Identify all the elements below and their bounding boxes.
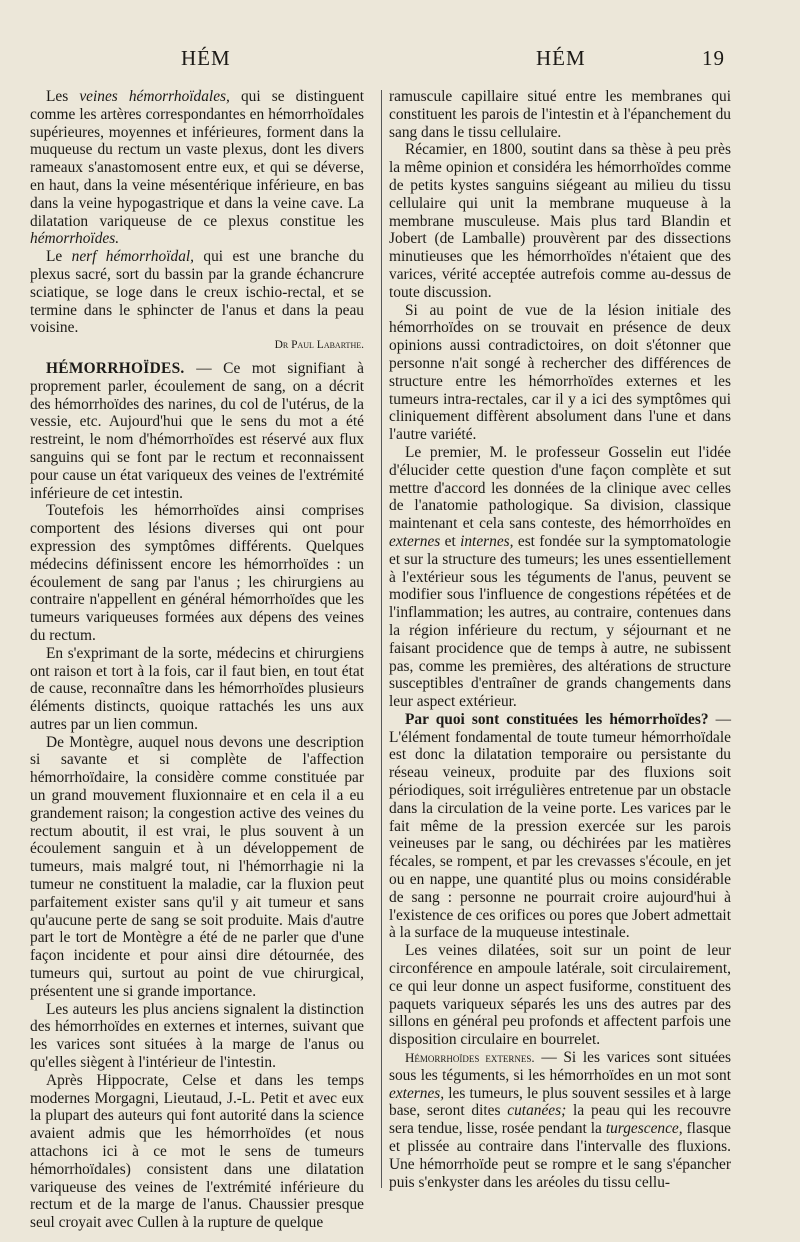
author-signature: Dr Paul Labarthe.	[274, 339, 364, 352]
paragraph: Les auteurs les plus anciens signalent la distinction des hémorrhoïdes en externes et internes, suivant que les varices sont situées à la marge de l'anus ou qu'elles siègent à l'intérieur de l'intestin.	[30, 1000, 364, 1072]
left-column	[30, 88, 364, 1232]
header-left: HÉM	[181, 46, 231, 70]
running-header	[0, 46, 800, 74]
section-heading: Par quoi sont constituées les hémorrhoïdes?	[405, 710, 709, 728]
entry-headword: HÉMORRHOÏDES.	[46, 359, 185, 377]
paragraph: De Montègre, auquel nous devons une description si savante et si complète de l'affection hémorrhoïdaire, la considère comme constituée par un grand mouvement fluxionnaire et en cela il a eu grandement raison; la congestion active des veines du rectum aboutit, il est vrai, le plus souvent à un écoulement sanguin et à un développement de tumeurs, mais malgré tout, ni l'hémorrhagie ni la tumeur ne constituent la maladie, car la fluxion peut parfaitement exister sans qu'il y ait tumeur et sans qu'aucune perte de sang se soit produite. Mais d'autre part le tort de Montègre a été de ne parler que d'une façon incidente et pour ainsi dire détournée, des tumeurs qui, surtout au point de vue chirurgical, présentent une si grande importance.	[30, 733, 364, 1000]
paragraph: Récamier, en 1800, soutint dans sa thèse à peu près la même opinion et considéra les hémorrhoïdes comme de petits kystes sanguins siégeant au milieu du tissu cellulaire qui unit la membrane muqueuse à la membrane musculeuse. Mais plus tard Blandin et Jobert (de Lamballe) prouvèrent par des dissections minutieuses que les hémorrhoïdes n'étaient que des varices, vérité acceptée autrefois comme au-dessus de toute discussion.	[389, 141, 731, 301]
paragraph: Les veines dilatées, soit sur un point de leur circonférence en ampoule latérale, soit circulairement, ce qui leur donne un aspect fusiforme, constituent des paquets variqueux séparés les uns des autres par des sillons en général peu profonds et affectent parfois une disposition circulaire en bourrelet.	[389, 942, 731, 1049]
section-externes: Hémorrhoïdes externes. — Si les varices sont situées sous les téguments, si les hémorrhoïdes en un mot sont externes, les tumeurs, le plus souvent sessiles et à large base, seront dites cutanées; la peau qui les recouvre sera tendue, lisse, rosée pendant la turgescence, flasque et plissée au contraire dans l'intervalle des fluxions. Une hémorrhoïde peut se rompre et le sang s'épancher puis s'enkyster dans les aréoles du tissu cellu-	[389, 1049, 731, 1191]
paragraph-veines: Les veines hémorrhoïdales, qui se distinguent comme les artères correspondantes en hémorrhoïdales supérieures, moyennes et inférieures, forment dans la muqueuse du rectum un vaste plexus, dont les divers rameaux s'anastomosent entre eux, et qui se déverse, en haut, dans la veine mésentérique inférieure, en bas dans la veine hypogastrique et dans la veine cave. La dilatation variqueuse de ce plexus constitue les hémorrhoïdes.	[30, 88, 365, 248]
page-number: 19	[702, 46, 725, 70]
column-divider	[381, 90, 382, 1188]
paragraph: ramuscule capillaire situé entre les membranes qui constituent les parois de l'intestin et à l'épanchement du sang dans le tissu cellulaire.	[389, 88, 731, 141]
subsection-heading: Hémorrhoïdes externes.	[405, 1050, 535, 1066]
section-question: Par quoi sont constituées les hémorrhoïdes? — L'élément fondamental de toute tumeur hémorrhoïdale est donc la dilatation temporaire ou persistante du réseau veineux, produite par des fluxions soit périodiques, soit irrégulières entretenue par un obstacle dans la circulation de la veine porte. Les varices par le fait même de la pression exercée sur les parois veineuses par le sang, ou déchirées par les matières fécales, se rompent, et par les crevasses s'écoule, en jet ou en nappe, une quantité plus ou moins considérable de sang : personne ne pourrait croire aujourd'hui à l'existence de ces orifices ou pores que Jobert admettait à la surface de la muqueuse intestinale.	[389, 710, 731, 942]
header-right: HÉM	[536, 46, 586, 70]
paragraph: En s'exprimant de la sorte, médecins et chirurgiens ont raison et tort à la fois, car il faut bien, en tout état de cause, reconnaître dans les hémorrhoïdes plusieurs éléments distincts, quoique rattachés les uns aux autres par un lien commun.	[30, 644, 364, 733]
right-column	[389, 88, 731, 1191]
paragraph: Toutefois les hémorrhoïdes ainsi comprises comportent des lésions diverses qui ont pour expression des symptômes différents. Quelques médecins définissent encore les hémorrhoïdes : un écoulement de sang par l'anus ; les chirurgiens au contraire n'appellent en général hémorrhoïdes que les tumeurs variqueuses formées aux dépens des veines du rectum.	[30, 502, 364, 644]
entry-hemorrhoides: HÉMORRHOÏDES. — Ce mot signifiant à proprement parler, écoulement de sang, on a décrit des hémorrhoïdes des narines, du col de l'utérus, de la vessie, etc. Aujourd'hui que le sens du mot a été restreint, le nom d'hémorrhoïdes est réservé aux flux sanguins qui se font par le rectum et reconnaissent pour cause un état variqueux des veines de l'extrémité inférieure de cet intestin.	[30, 359, 364, 502]
paragraph-nerf: Le nerf hémorrhoïdal, qui est une branche du plexus sacré, sort du bassin par la grande échancrure sciatique, se loge dans le creux ischio-rectal, et se termine dans le sphincter de l'anus et dans la peau voisine.	[30, 248, 364, 337]
paragraph-gosselin: Le premier, M. le professeur Gosselin eut l'idée d'élucider cette question d'une façon complète et sut mettre d'accord les données de la clinique avec celles de l'anatomie pathologique. Sa division, classique maintenant et cela sans conteste, des hémorrhoïdes en externes et internes, est fondée sur la symptomatologie et sur la structure des tumeurs; les unes essentiellement à l'extérieur sous les téguments de l'anus, peuvent se modifier sous l'influence de congestions répétées et de l'inflammation; les autres, au contraire, contenues dans la région inférieure du rectum, y séjournant et ne faisant procidence que de temps à autre, ne subissent pas, comme les premières, des altérations de structure susceptibles d'entraîner de grands changements dans leur aspect extérieur.	[389, 443, 731, 711]
paragraph: Après Hippocrate, Celse et dans les temps modernes Morgagni, Lieutaud, J.-L. Petit et avec eux la plupart des auteurs qui font autorité dans la science avaient admis que les hémorrhoïdes (et nous attachons ici à ce mot le sens de tumeurs hémorrhoïdales) consistent dans une dilatation variqueuse des veines de l'extrémité inférieure du rectum et de la marge de l'anus. Chaussier presque seul croyait avec Cullen à la rupture de quelque	[30, 1071, 364, 1232]
paragraph: Si au point de vue de la lésion initiale des hémorrhoïdes on se trouvait en présence de deux opinions aussi contradictoires, on doit s'étonner que personne n'ait songé à rechercher des différences de structure entre les hémorrhoïdes externes et les tumeurs intra-rectales, car il y a ici des symptômes qui cliniquement diffèrent absolument dans l'une et dans l'autre variété.	[389, 301, 731, 444]
